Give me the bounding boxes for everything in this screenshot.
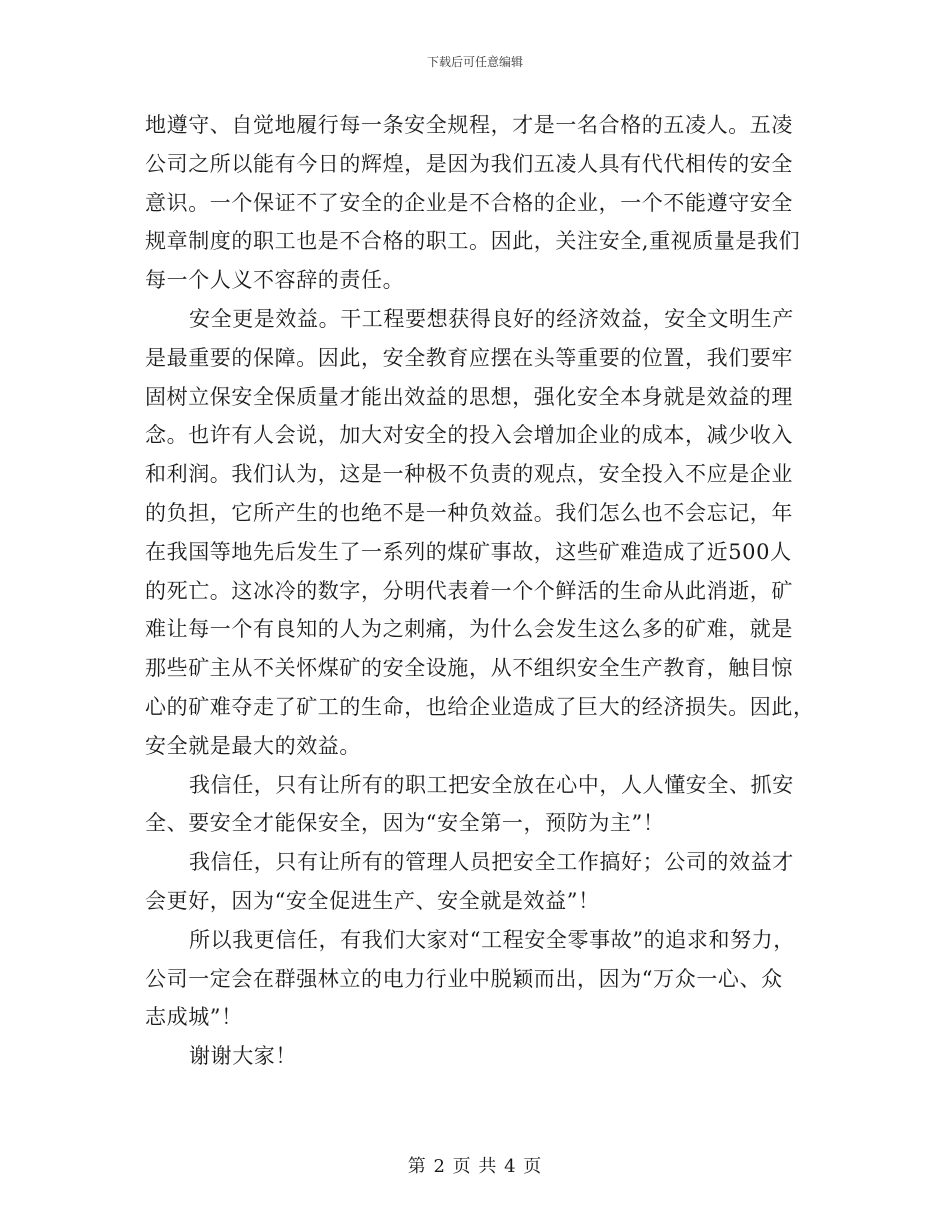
text-line: 念。也许有人会说，加大对安全的投入会增加企业的成本，减少收入 bbox=[145, 423, 793, 448]
text-line: 规章制度的职工也是不合格的职工。因此，关注安全,重视质量是我们 bbox=[145, 229, 801, 254]
text-line: 那些矿主从不关怀煤矿的安全设施，从不组织安全生产教育，触目惊 bbox=[145, 656, 793, 681]
document-body bbox=[145, 106, 815, 1076]
text-line: 会更好，因为“安全促进生产、安全就是效益”！ bbox=[145, 888, 600, 913]
page-header: 下载后可任意编辑 bbox=[426, 55, 523, 69]
text-line: 和利润。我们认为，这是一种极不负责的观点，安全投入不应是企业 bbox=[145, 462, 793, 487]
text-line: 公司之所以能有今日的辉煌，是因为我们五凌人具有代代相传的安全 bbox=[145, 151, 793, 176]
paragraph-start-line: 我信任，只有让所有的职工把安全放在心中，人人懂安全、抓安 bbox=[189, 772, 794, 797]
text-line: 公司一定会在群强林立的电力行业中脱颖而出，因为“万众一心、众 bbox=[145, 966, 783, 991]
paragraph-start-line: 我信任，只有让所有的管理人员把安全工作搞好；公司的效益才 bbox=[189, 850, 794, 875]
text-line: 每一个人义不容辞的责任。 bbox=[145, 268, 405, 293]
text-line: 意识。一个保证不了安全的企业是不合格的企业，一个不能遵守安全 bbox=[145, 190, 793, 215]
text-line: 难让每一个有良知的人为之刺痛，为什么会发生这么多的矿难，就是 bbox=[145, 617, 793, 642]
text-line: 在我国等地先后发生了一系列的煤矿事故，这些矿难造成了近500人 bbox=[145, 539, 792, 564]
closing-line: 谢谢大家！ bbox=[189, 1044, 297, 1069]
text-line: 全、要安全才能保安全，因为“安全第一，预防为主”！ bbox=[145, 811, 665, 836]
text-line: 心的矿难夺走了矿工的生命，也给企业造成了巨大的经济损失。因此， bbox=[145, 694, 815, 719]
paragraph-start-line: 所以我更信任，有我们大家对“工程安全零事故”的追求和努力， bbox=[189, 927, 795, 952]
text-line: 的负担，它所产生的也绝不是一种负效益。我们怎么也不会忘记，年 bbox=[145, 500, 793, 525]
text-line: 地遵守、自觉地履行每一条安全规程，才是一名合格的五凌人。五凌 bbox=[145, 113, 793, 137]
text-line: 志成城”！ bbox=[145, 1005, 243, 1030]
paragraph-start-line: 安全更是效益。干工程要想获得良好的经济效益，安全文明生产 bbox=[189, 306, 794, 331]
text-line: 固树立保安全保质量才能出效益的思想，强化安全本身就是效益的理 bbox=[145, 384, 793, 409]
text-line: 是最重要的保障。因此，安全教育应摆在头等重要的位置，我们要牢 bbox=[145, 345, 793, 370]
page-number: 第 2 页 共 4 页 bbox=[407, 1156, 543, 1177]
text-line: 安全就是最大的效益。 bbox=[145, 733, 361, 758]
text-line: 的死亡。这冰冷的数字，分明代表着一个个鲜活的生命从此消逝，矿 bbox=[145, 578, 793, 603]
